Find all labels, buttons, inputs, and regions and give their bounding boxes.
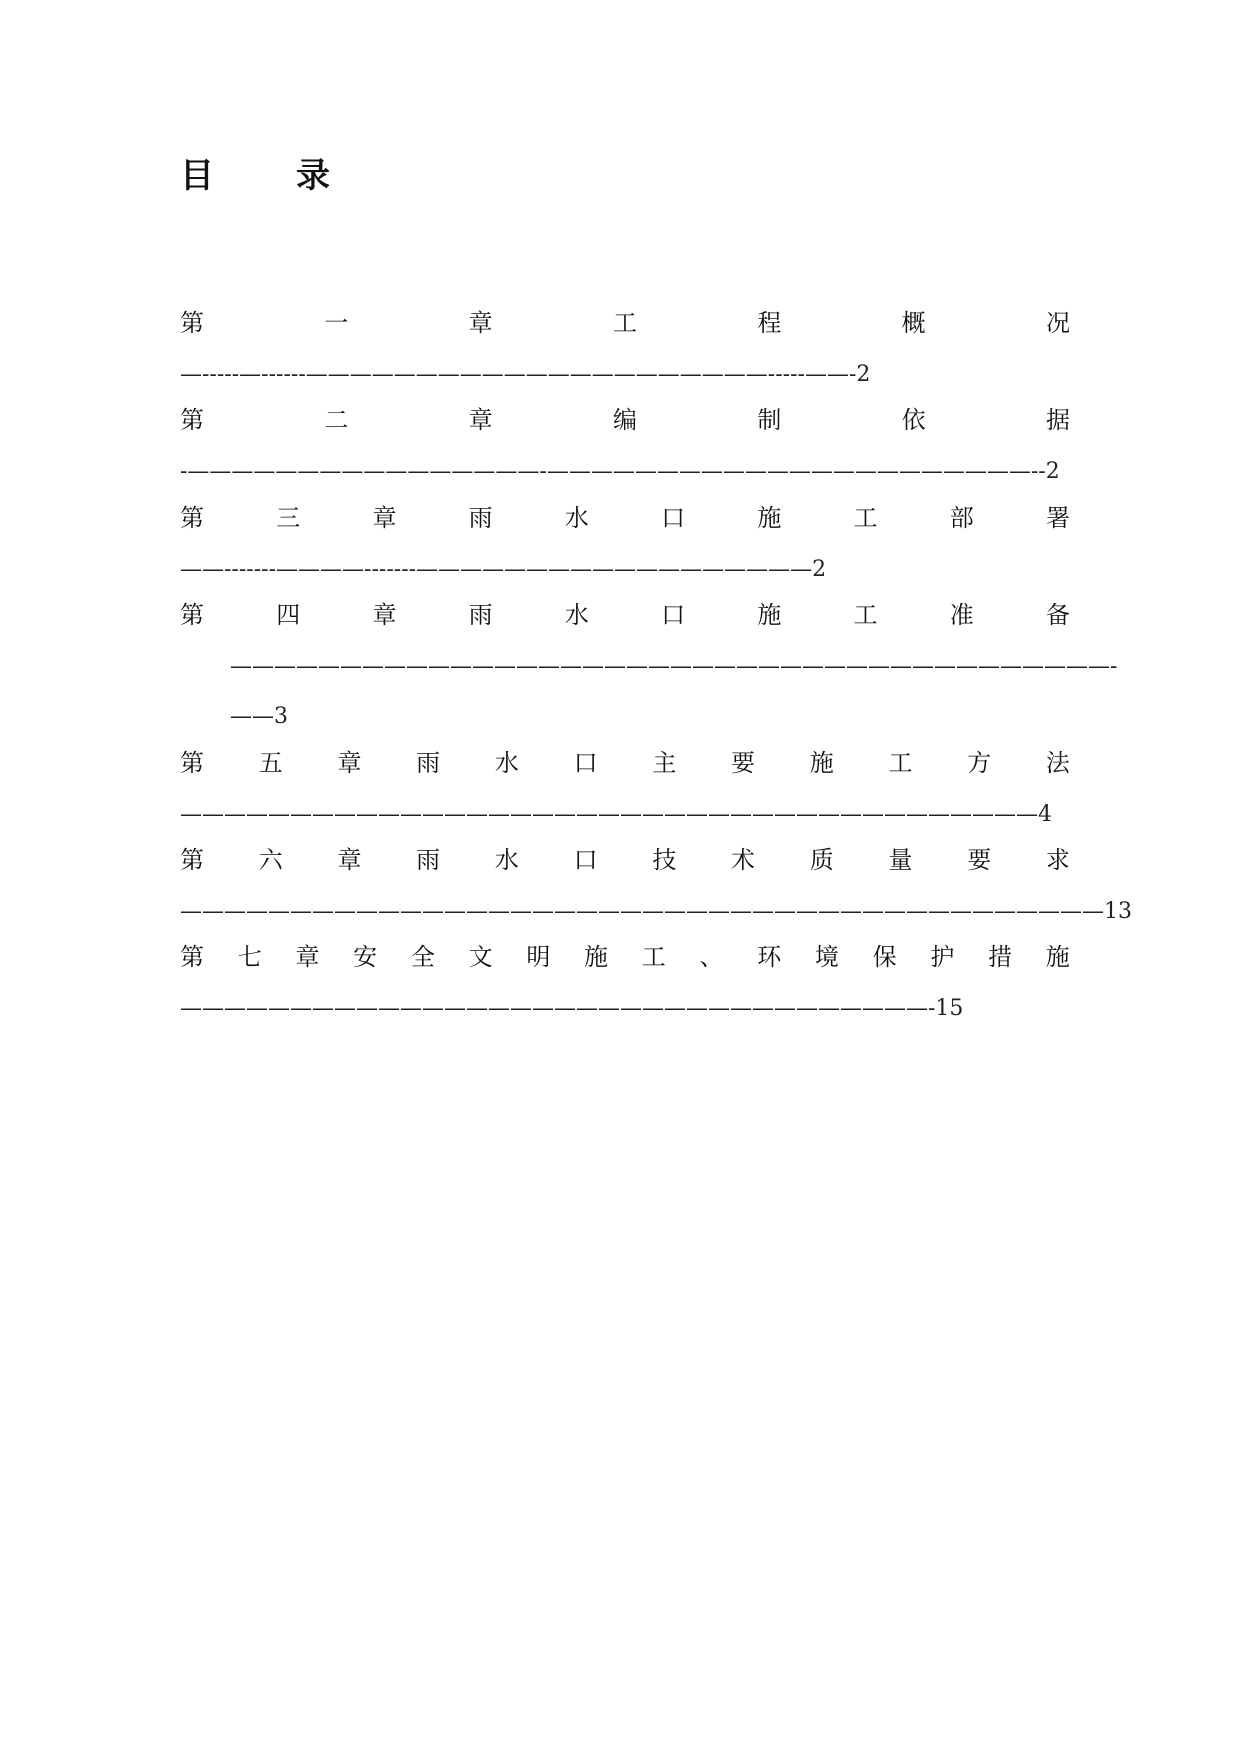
toc-entry-1-char-6: 概	[901, 309, 926, 337]
toc-entry-7-char-3: 章	[295, 943, 320, 971]
toc-entry-5-char-1: 第	[180, 749, 204, 777]
toc-entry-4-char-5: 水	[564, 601, 589, 629]
toc-entry-4-char-4: 雨	[468, 601, 493, 629]
toc-entry-5-char-7: 主	[652, 749, 677, 777]
toc-entry-1-char-5: 程	[757, 309, 782, 337]
toc-entry-5-char-4: 雨	[416, 749, 441, 777]
toc-entry-4-leader-text: ————————————————————————————————————————-	[230, 654, 1118, 679]
toc-entry-6-char-10: 量	[888, 846, 913, 874]
toc-entry-1-char-1: 第	[180, 309, 204, 337]
toc-entry-7-char-6: 文	[468, 943, 493, 971]
toc-entry-6-char-11: 要	[967, 846, 992, 874]
toc-entry-7-char-10: 、	[699, 943, 724, 971]
toc-entry-5-char-5: 水	[494, 749, 519, 777]
toc-entry-6-char-4: 雨	[416, 846, 441, 874]
toc-entry-1-title[interactable]	[180, 308, 1070, 338]
toc-entry-6-leader	[180, 895, 1132, 929]
toc-entry-7-char-12: 境	[814, 943, 839, 971]
toc-title-char-2: 录	[296, 156, 330, 196]
toc-entry-6-char-3: 章	[337, 846, 362, 874]
toc-entry-7-leader-text: ——————————————————————————————————-15	[180, 996, 964, 1021]
toc-entry-2-char-1: 第	[180, 406, 204, 434]
toc-entry-6-char-2: 六	[258, 846, 283, 874]
toc-entry-7-char-14: 护	[930, 943, 955, 971]
toc-entry-5-char-2: 五	[258, 749, 283, 777]
toc-entry-2-char-7: 据	[1045, 406, 1070, 434]
toc-entry-4-leader	[230, 650, 1117, 684]
toc-entry-7-char-7: 明	[526, 943, 551, 971]
toc-entry-5-char-10: 工	[888, 749, 913, 777]
toc-entry-7-title[interactable]	[180, 942, 1070, 972]
toc-entry-3-char-1: 第	[180, 504, 204, 532]
toc-entry-5-char-9: 施	[809, 749, 834, 777]
toc-entry-5-leader	[180, 798, 1052, 832]
toc-entry-7-char-11: 环	[757, 943, 782, 971]
toc-entry-6-char-12: 求	[1045, 846, 1070, 874]
toc-entry-3-leader	[180, 553, 826, 587]
toc-entry-7-leader	[180, 992, 963, 1026]
toc-entry-6-char-5: 水	[494, 846, 519, 874]
toc-entry-4-char-9: 准	[949, 601, 974, 629]
toc-entry-6-char-7: 技	[652, 846, 677, 874]
toc-entry-4-leader-text-2: ——3	[230, 704, 288, 729]
toc-entry-3-char-10: 署	[1045, 504, 1070, 532]
toc-entry-3-char-7: 施	[757, 504, 782, 532]
toc-entry-5-char-11: 方	[967, 749, 992, 777]
toc-entry-5-char-6: 口	[573, 749, 598, 777]
toc-entry-1-char-3: 章	[468, 309, 493, 337]
toc-entry-5-char-12: 法	[1045, 749, 1070, 777]
toc-entry-7-char-9: 工	[641, 943, 666, 971]
toc-entry-6-title[interactable]	[180, 845, 1070, 875]
toc-entry-5-char-3: 章	[337, 749, 362, 777]
toc-entry-7-char-16: 施	[1045, 943, 1070, 971]
toc-entry-5-char-8: 要	[731, 749, 756, 777]
toc-entry-3-char-5: 水	[564, 504, 589, 532]
toc-entry-5-leader-text: ———————————————————————————————————————4	[180, 802, 1052, 827]
toc-entry-7-char-2: 七	[237, 943, 262, 971]
toc-entry-6-char-8: 术	[731, 846, 756, 874]
toc-entry-4-char-3: 章	[372, 601, 397, 629]
toc-entry-4-char-10: 备	[1045, 601, 1070, 629]
toc-title-char-1: 目	[180, 156, 214, 196]
toc-entry-2-char-5: 制	[757, 406, 782, 434]
toc-entry-2-char-4: 编	[612, 406, 637, 434]
toc-entry-1-char-4: 工	[612, 309, 637, 337]
toc-entry-3-char-6: 口	[661, 504, 686, 532]
toc-title	[180, 148, 330, 197]
toc-entry-1-leader	[180, 358, 870, 392]
toc-entry-7-char-15: 措	[988, 943, 1013, 971]
toc-entry-4-char-1: 第	[180, 601, 204, 629]
toc-entry-7-char-1: 第	[180, 943, 204, 971]
toc-entry-6-leader-text: ——————————————————————————————————————————13	[180, 899, 1132, 924]
toc-entry-1-char-2: 一	[324, 309, 349, 337]
toc-entry-6-char-9: 质	[809, 846, 834, 874]
toc-entry-7-char-8: 施	[584, 943, 609, 971]
toc-entry-4-char-8: 工	[853, 601, 878, 629]
toc-entry-7-char-13: 保	[872, 943, 897, 971]
toc-entry-7-char-5: 全	[410, 943, 435, 971]
toc-entry-2-char-2: 二	[324, 406, 349, 434]
toc-entry-3-title[interactable]	[180, 503, 1070, 533]
toc-entry-2-leader	[180, 455, 1060, 489]
toc-entry-3-char-3: 章	[372, 504, 397, 532]
toc-entry-4-char-7: 施	[757, 601, 782, 629]
toc-entry-3-char-9: 部	[949, 504, 974, 532]
toc-entry-2-char-3: 章	[468, 406, 493, 434]
toc-entry-3-char-2: 三	[276, 504, 301, 532]
toc-entry-6-char-1: 第	[180, 846, 204, 874]
toc-entry-2-leader-text: -————————————————-——————————————————————--2	[180, 459, 1060, 484]
toc-entry-1-char-7: 况	[1045, 309, 1070, 337]
toc-entry-4-leader-continued	[230, 700, 288, 734]
toc-entry-1-leader-text: —-----—------—————————————————————-----——-2	[180, 362, 871, 387]
toc-entry-4-char-6: 口	[661, 601, 686, 629]
toc-entry-2-title[interactable]	[180, 405, 1070, 435]
toc-entry-5-title[interactable]	[180, 748, 1070, 778]
toc-entry-3-leader-text: ——-------————-------——————————————————2	[180, 557, 827, 582]
toc-entry-3-char-4: 雨	[468, 504, 493, 532]
toc-entry-4-title[interactable]	[180, 600, 1070, 630]
toc-entry-7-char-4: 安	[353, 943, 378, 971]
toc-entry-3-char-8: 工	[853, 504, 878, 532]
toc-entry-4-char-2: 四	[276, 601, 301, 629]
toc-entry-6-char-6: 口	[573, 846, 598, 874]
toc-entry-2-char-6: 依	[901, 406, 926, 434]
